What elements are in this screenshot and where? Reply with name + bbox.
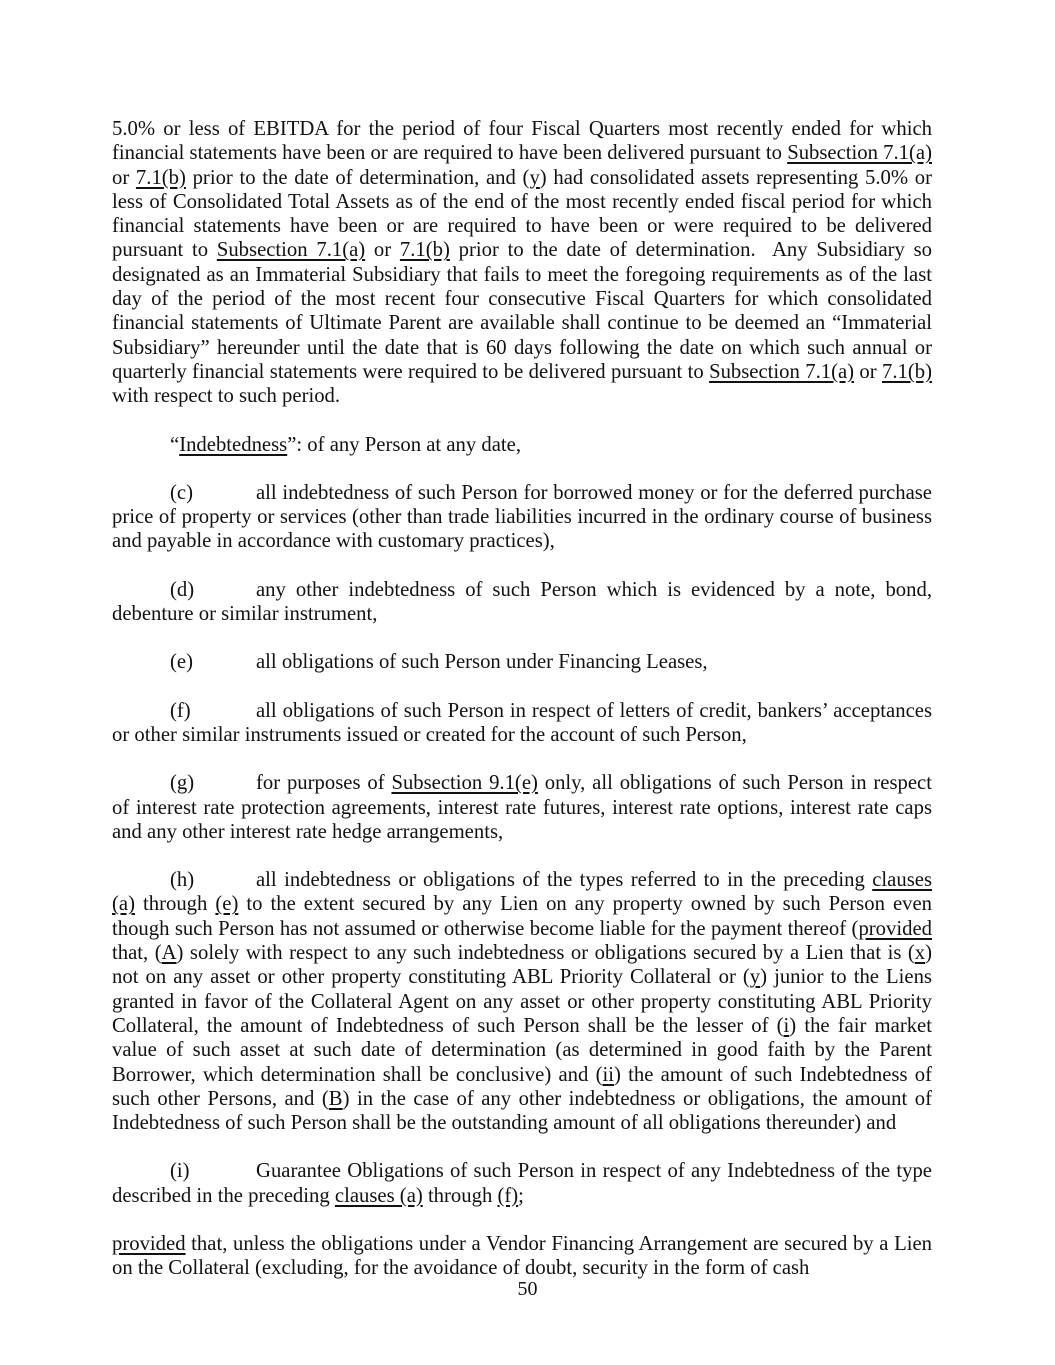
clause-f (112, 699, 932, 748)
underlined-text: Subsection 7.1(a) (787, 142, 932, 165)
proviso-paragraph (112, 1232, 932, 1281)
underlined-text: 7.1(b) (399, 239, 450, 262)
text-run: ) junior to the Liens granted in favor of the Collateral Agent on any asset or other property constituting ABL Priority Collateral, the amount of Indebtedness of such Person shall be the lesser of ( (112, 966, 932, 1037)
underlined-text: Indebtedness (179, 433, 288, 456)
clause-i (112, 1159, 932, 1208)
underlined-text: (e) (215, 893, 239, 916)
text-run: through (422, 1184, 498, 1207)
clause-e (112, 650, 932, 674)
text-run: that, unless the obligations under a Vendor Financing Arrangement are secured by a Lien on the Collateral (excluding, for the avoidance of doubt, security in the form of cash (112, 1232, 932, 1280)
clause-label: (d) (170, 578, 195, 601)
text-run: ; (518, 1184, 524, 1207)
underlined-text: y (749, 966, 761, 989)
underlined-text: y (529, 166, 540, 189)
text-run: to the extent secured by any Lien on any property owned by such Person even though such Person has not assumed or otherwise become liable for the payment thereof ( (112, 893, 932, 940)
document-body (112, 117, 932, 1305)
clause-label: (h) (170, 869, 195, 892)
text-run: through (134, 893, 216, 916)
underlined-text: provided (112, 1232, 186, 1255)
text-run: ”: of any Person at any date, (287, 433, 522, 456)
text-run: or (112, 166, 136, 189)
clause-g (112, 771, 932, 844)
underlined-text: provided (858, 917, 932, 940)
clause-h (112, 868, 932, 1135)
text-run: ) had consolidated assets representing 5.0% or less of Consolidated Total Assets as of the end of the most recently ended fiscal period for which financial statements have been or are required to have been or were required to be delivered pursuant to (112, 166, 933, 262)
text-run: all indebtedness or obligations of the types referred to in the preceding (256, 869, 873, 892)
text-run: ) solely with respect to any such indebtedness or obligations secured by a Lien that is ( (176, 942, 915, 965)
text-run: “ (170, 433, 180, 456)
immaterial-subsidiary-paragraph (112, 117, 932, 409)
text-run: ) not on any asset or other property constituting ABL Priority Collateral or ( (112, 942, 932, 989)
clause-d (112, 578, 932, 627)
text-run: with respect to such period. (112, 385, 341, 408)
text-run: for purposes of (256, 772, 392, 795)
text-run: all obligations of such Person under Financing Leases, (256, 651, 708, 674)
text-run: ) the amount of such Indebtedness of such other Persons, and ( (112, 1063, 933, 1110)
text-run: only, all obligations of such Person in respect of interest rate protection agreements, interest rate futures, interest rate options, interest rate caps and any other interest rate hedge arrangements, (112, 772, 932, 843)
text-run: ) in the case of any other indebtedness or obligations, the amount of Indebtedness of such Person shall be the outstanding amount of all obligations thereunder) and (112, 1087, 932, 1135)
underlined-text: clauses (a) (112, 869, 932, 916)
text-run: 5.0% or less of EBITDA for the period of four Fiscal Quarters most recently ended for which financial statements have been or are required to have been delivered pursuant to (112, 118, 932, 165)
clause-label: (f) (170, 699, 191, 722)
underlined-text: 7.1(b) (882, 360, 932, 383)
underlined-text: ii (602, 1063, 614, 1086)
clause-label: (e) (170, 651, 193, 674)
underlined-text: B (328, 1087, 343, 1110)
underlined-text: (f) (497, 1184, 519, 1207)
indebtedness-definition-lead (112, 433, 932, 457)
text-run: prior to the date of determination. Any Subsidiary so designated as an Immaterial Subsidiary that fails to meet the foregoing requirements as of the last day of the period of the most recent four consecutive Fiscal Quarters for which consolidated financial statements of Ultimate Parent are available shall continue to be deemed an “Immaterial Subsidiary” hereunder until the date that is 60 days following the date on which such annual or quarterly financial statements were required to be delivered pursuant to (112, 239, 932, 383)
underlined-text: i (783, 1014, 790, 1037)
text-run: all indebtedness of such Person for borrowed money or for the deferred purchase price of property or services (other than trade liabilities incurred in the ordinary course of business and payable in accordance with customary practices), (112, 481, 932, 553)
page-number: 50 (517, 1278, 538, 1300)
underlined-text: Subsection 7.1(a) (709, 360, 855, 383)
clause-label: (i) (170, 1160, 190, 1183)
underlined-text: clauses (a) (334, 1184, 423, 1207)
text-run: prior to the date of determination, and ( (185, 166, 530, 189)
underlined-text: 7.1(b) (135, 166, 186, 189)
text-run: that, ( (112, 942, 162, 965)
text-run: ) the fair market value of such asset at such date of determination (as determined in good faith by the Parent Borrower, which determination shall be conclusive) and ( (112, 1014, 932, 1086)
clause-label: (c) (170, 481, 193, 504)
clause-c (112, 481, 932, 554)
underlined-text: Subsection 7.1(a) (216, 239, 366, 262)
text-run: or (365, 239, 400, 262)
underlined-text: x (914, 942, 926, 965)
underlined-text: Subsection 9.1(e) (391, 772, 538, 795)
text-run: any other indebtedness of such Person which is evidenced by a note, bond, debenture or similar instrument, (112, 578, 932, 626)
underlined-text: A (161, 942, 177, 965)
text-run: or (854, 360, 883, 383)
text-run: all obligations of such Person in respect of letters of credit, bankers’ acceptances or other similar instruments issued or created for the account of such Person, (112, 699, 932, 746)
text-run: Guarantee Obligations of such Person in respect of any Indebtedness of the type described in the preceding (112, 1160, 932, 1207)
clause-label: (g) (170, 772, 195, 795)
